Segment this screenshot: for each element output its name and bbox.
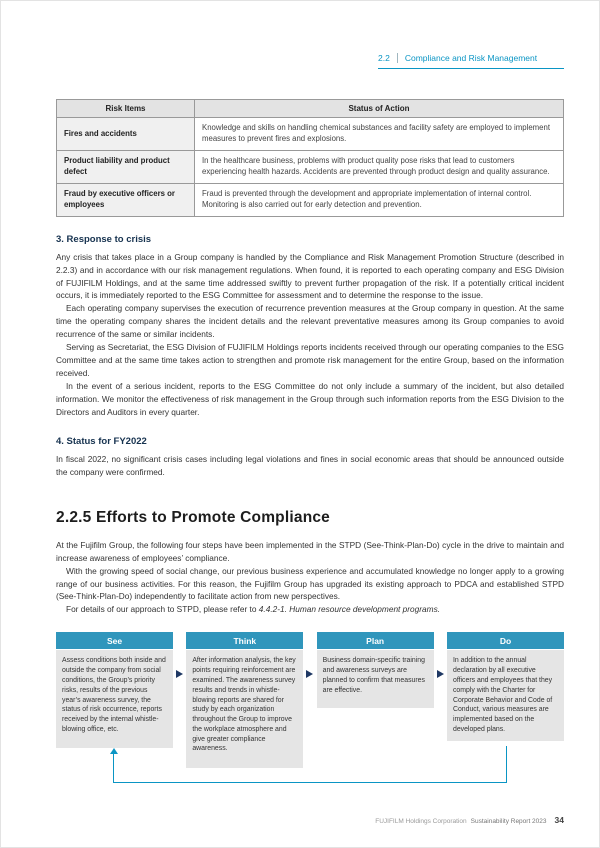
stpd-step-think — [186, 632, 303, 768]
risk-table-header-status: Status of Action — [195, 100, 564, 118]
risk-item: Fires and accidents — [57, 118, 195, 151]
feedback-loop-arrow — [56, 768, 564, 792]
header-section-number: 2.2 — [378, 53, 390, 63]
section-status-title: 4. Status for FY2022 — [56, 435, 147, 447]
footer-report-title: Sustainability Report 2023 — [470, 818, 547, 825]
table-row — [57, 183, 564, 216]
stpd-steps-row — [56, 632, 564, 768]
risk-table-header-row — [57, 100, 564, 118]
stpd-gap — [434, 632, 447, 678]
stpd-reference-prefix: For details of our approach to STPD, please refer to — [66, 604, 259, 615]
stpd-step-think-text: After information analysis, the key points requiring reinforcement are examined. The awareness survey results and trends in whistle-blowing reports are shared for study by each organization throughout the Group to improve the workplace atmosphere and give greater compliance awareness. — [186, 650, 303, 768]
footer-publisher: FUJIFILM Holdings Corporation — [375, 818, 467, 825]
paragraph: With the growing speed of social change, our previous business experience and accumulated knowledge no longer apply to a growing range of our business activities. For this reason, the Fujifilm Group has upgraded its existing approach to PDCA and established STPD (See-Think-Plan-Do) independently to facilitate action from new perspectives. — [56, 565, 564, 602]
stpd-step-see-text: Assess conditions both inside and outside the company from social conditions, the Group’s priority risks, results of the previous year’s awareness survey, the status of risk occurrence, reports received by the internal whistle-blowing office, etc. — [56, 650, 173, 748]
arrow-right-icon — [437, 670, 444, 678]
stpd-reference-link[interactable]: 4.4.2-1. Human resource development programs. — [258, 604, 441, 615]
arrow-up-icon — [110, 748, 118, 754]
section-compliance-title: 2.2.5 Efforts to Promote Compliance — [56, 508, 330, 526]
stpd-diagram — [56, 632, 564, 792]
stpd-step-do — [447, 632, 564, 740]
paragraph: Serving as Secretariat, the ESG Division of FUJIFILM Holdings reports incidents received through our operating companies to the ESG Committee and at the same time takes action to strengthen and promote risk management for the entire Group, based on the information received. — [56, 342, 564, 379]
stpd-step-do-header: Do — [447, 632, 564, 649]
paragraph: Any crisis that takes place in a Group company is handled by the Compliance and Risk Management Promotion Structure (described in 2.2.3) and in accordance with our risk management regulations. When found, it is reported to each operating company and ESG Division of FUJIFILM Holdings, and at the same time addressed swiftly to prevent further propagation of the risk. If a potentially critical incident occurs, it is immediately reported to the ESG Committee for assessment and to determine the response to the issue. — [56, 251, 564, 301]
paragraph: At the Fujifilm Group, the following four steps have been implemented in the STPD (See-Think-Plan-Do) cycle in the drive to maintain and increase awareness of employees’ compliance. — [56, 539, 564, 563]
header-section-label — [378, 53, 564, 69]
table-row — [57, 118, 564, 151]
paragraph — [56, 603, 564, 616]
risk-status: Fraud is prevented through the development and appropriate implementation of internal control. Monitoring is also carried out for early detection and prevention. — [195, 183, 564, 216]
table-row — [57, 151, 564, 184]
arrow-right-icon — [306, 670, 313, 678]
risk-status: Knowledge and skills on handling chemical substances and facility safety are employed to implement measures to prevent fires and explosions. — [195, 118, 564, 151]
feedback-loop-right-stub — [506, 746, 507, 783]
feedback-loop-line — [113, 782, 507, 783]
feedback-loop-left-stub — [113, 754, 114, 783]
header-divider — [397, 53, 398, 63]
stpd-step-plan — [317, 632, 434, 708]
risk-item: Fraud by executive officers or employees — [57, 183, 195, 216]
stpd-step-think-header: Think — [186, 632, 303, 649]
stpd-step-see — [56, 632, 173, 748]
header-section-title: Compliance and Risk Management — [404, 53, 538, 63]
page-number: 34 — [554, 815, 564, 825]
risk-item: Product liability and product defect — [57, 151, 195, 184]
stpd-gap — [303, 632, 316, 678]
paragraph: In the event of a serious incident, reports to the ESG Committee do not only include a summary of the incident, but also detailed information. We monitor the effectiveness of risk management in the Group through such information reports from the ESG Division to the Directors and Auditors in every quarter. — [56, 381, 564, 417]
arrow-right-icon — [176, 670, 183, 678]
stpd-step-see-header: See — [56, 632, 173, 649]
page-header — [56, 1, 564, 69]
stpd-step-plan-text: Business domain-specific training and awareness surveys are planned to confirm that measures are effective. — [317, 650, 434, 708]
risk-table — [56, 99, 564, 217]
stpd-gap — [173, 632, 186, 678]
section-response-title: 3. Response to crisis — [56, 233, 152, 245]
stpd-step-plan-header: Plan — [317, 632, 434, 649]
stpd-step-do-text: In addition to the annual declaration by all executive officers and employees that they comply with the Charter for Corporate Behavior and Code of Conduct, various measures are implemented based on the developed plans. — [447, 650, 564, 740]
paragraph: In fiscal 2022, no significant crisis cases including legal violations and fines in social economic areas that should be announced outside the company were confirmed. — [56, 453, 564, 477]
risk-table-header-items: Risk Items — [57, 100, 195, 118]
risk-status: In the healthcare business, problems with product quality pose risks that lead to customers experiencing health hazards. Accidents are prevented through product design and quality assurance. — [195, 151, 564, 184]
paragraph: Each operating company supervises the execution of recurrence prevention measures at the Group company in question. At the same time the operating company shares the incident details and the relevant preventative measures among its Group companies to avoid recurrence of the same or similar incidents. — [56, 303, 564, 340]
page-footer — [375, 815, 564, 825]
